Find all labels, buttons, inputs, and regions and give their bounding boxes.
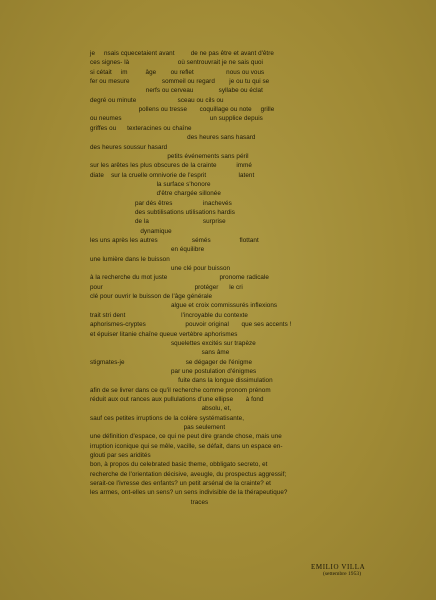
poem-line: aphorismes-cryptes pouvoir original que ses accents ! xyxy=(90,321,292,329)
poem-line: une clé pour buisson xyxy=(90,265,231,273)
poem-line: sur les arêtes les plus obscures de la crainte immé xyxy=(90,162,252,170)
poem-line: irruption iconique qui se mêle, vacille, se défait, dans un espace en- xyxy=(90,442,283,450)
poem-line: serait-ce l'ivresse des enfants? un petit arsénal de la crainte? et xyxy=(90,480,271,488)
poem-line: squelettes excités sur trapèze xyxy=(90,339,256,347)
poem-line: à la recherche du mot juste pronome radicale xyxy=(90,274,269,282)
poem-line: nerfs ou cerveau syllabe ou éclat xyxy=(90,87,263,95)
poem-line: dynamique xyxy=(90,227,172,235)
poem-line: glouti par ses aridités xyxy=(90,452,151,460)
poem-line: diate sur la cruelle omnivorie de l'esprit latent xyxy=(90,171,255,179)
poem-line: si cétait im âge ou reflet nous ou vous xyxy=(90,68,265,76)
poem-line: trait stri dent l'incroyable du contexte xyxy=(90,311,248,319)
poem-line: clé pour ouvrir le buisson de l'âge générale xyxy=(90,293,213,301)
poem-line: absolu, et, xyxy=(90,405,232,413)
poem-line: traces xyxy=(90,498,209,506)
poem-line: pas seulement xyxy=(90,424,226,431)
poem-line: une définition d'espace, ce qui ne peut dire grande chose, mais une xyxy=(90,433,282,441)
poem-line: des subtilisations utilisations hardis xyxy=(90,208,235,216)
poem-line: les uns après les autres sémés flottant xyxy=(90,237,259,244)
poem-line: par dés êtres inachevés xyxy=(90,199,232,207)
poem-line: des heures soussur hasard xyxy=(90,143,168,151)
poem-line: degré ou minute sceau ou cils ou xyxy=(90,96,224,104)
signature-date: (settembre 1953) xyxy=(323,571,362,577)
poem-line: recherche de l'orientation décisive, aveugle, du prospectus aggressif; xyxy=(90,470,287,478)
poem-line: stigmates-je se dégager de l'énigme xyxy=(90,358,253,366)
poem-line: fuite dans la longue dissimulation xyxy=(90,377,273,385)
poem-line: sans âme xyxy=(90,349,230,357)
poem-line: de la surprise xyxy=(90,218,226,226)
poem-line: une lumière dans le buisson xyxy=(90,255,170,263)
author-signature: EMILIO VILLA xyxy=(311,563,366,571)
poem-line: sauf ces petites irruptions de la colère systématisante, xyxy=(90,414,244,422)
poem-line: les armes, ont-elles un sens? un sens indivisible de la thérapeutique? xyxy=(90,489,288,497)
poem-line: réduit aux out rances aux pullulations d'une ellipse à fond xyxy=(90,395,264,403)
poem-line: et épuiser litanie chaîne queue vertèbre aphorismes xyxy=(90,330,238,338)
poem-line: bon, à propos du celebrated basic theme, obbligato secreto, et xyxy=(90,461,268,469)
poem-line: en équilibre xyxy=(90,246,205,254)
poem-line: des heures sans hasard xyxy=(90,134,256,142)
poem-line: algue et croix commissurés inflexions xyxy=(90,302,278,310)
poem-line: griffes ou texteracines ou chaîne xyxy=(90,124,192,132)
poem-line: fer ou mesure sommeil ou regard je ou tu qui se xyxy=(90,78,270,86)
poem-line: petits événements sans péril xyxy=(90,152,249,160)
poem-line: afin de se livrer dans ce qu'il recherche comme pronom prénom xyxy=(90,386,271,394)
poem-line: d'être chargée sillonée xyxy=(90,190,221,198)
poem-line: pollens ou tresse coquillage ou note grille xyxy=(90,106,275,114)
poem-line: je nsais cquecetaient avant de ne pas être et avant d'être xyxy=(90,50,274,57)
poem-line: la surface s'honore xyxy=(90,180,211,188)
poem-line: par une postulation d'énigmes xyxy=(90,367,257,375)
poem-line: ces signes- là où sentrouvrait je ne sais quoi xyxy=(90,59,263,67)
poem-line: ou neumes un supplice depuis xyxy=(90,115,263,123)
poem-line: pour protéger le cri xyxy=(90,283,243,291)
